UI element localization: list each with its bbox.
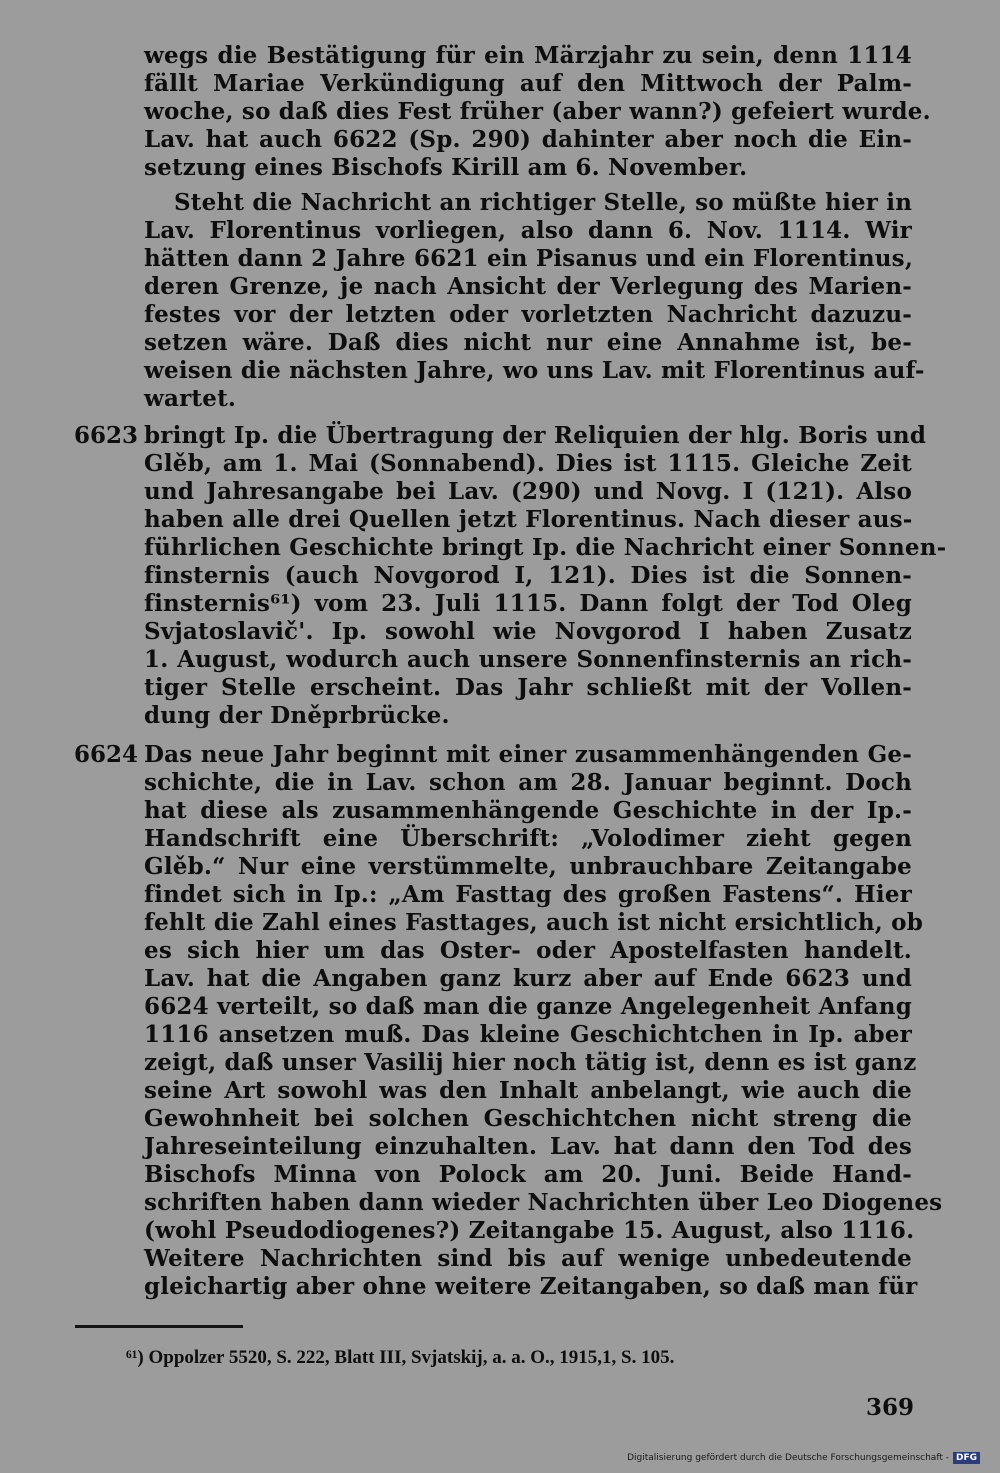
paragraph-6623 [144, 422, 947, 730]
text-line: Glěb.“ Nur eine verstümmelte, unbrauchbare Zeitangabe [144, 853, 912, 880]
text-line: setzung eines Bischofs Kirill am 6. November. [144, 154, 748, 181]
year-label-6623: 6623 [74, 422, 139, 449]
text-line: finsternis⁶¹) vom 23. Juli 1115. Dann folgt der Tod Oleg [144, 590, 912, 617]
text-line: 6624 verteilt, so daß man die ganze Angelegenheit Anfang [144, 993, 912, 1020]
text-line: und Jahresangabe bei Lav. (290) und Novg. I (121). Also [144, 478, 912, 505]
dfg-logo: DFG [953, 1452, 980, 1464]
paragraph-6624 [144, 741, 943, 1301]
text-line: Weitere Nachrichten sind bis auf wenige unbedeutende [144, 1245, 912, 1272]
year-label-6624: 6624 [74, 741, 139, 768]
text-line: wartet. [144, 385, 237, 412]
text-line: Handschrift eine Überschrift: „Volodimer zieht gegen [144, 825, 912, 852]
text-line: 1. August, wodurch auch unsere Sonnenfinsternis an rich- [144, 646, 912, 673]
text-line: (wohl Pseudodiogenes?) Zeitangabe 15. August, also 1116. [144, 1217, 915, 1244]
text-line: weisen die nächsten Jahre, wo uns Lav. mit Florentinus auf- [144, 357, 925, 384]
text-line: 1116 ansetzen muß. Das kleine Geschichtchen in Ip. aber [144, 1021, 912, 1048]
text-line: seine Art sowohl was den Inhalt anbelangt, wie auch die [144, 1077, 912, 1104]
text-line: dung der Dněprbrücke. [144, 702, 450, 729]
paragraph-2 [144, 189, 925, 413]
text-line: festes vor der letzten oder vorletzten Nachricht dazuzu- [144, 301, 912, 328]
text-line: deren Grenze, je nach Ansicht der Verlegung des Marien- [144, 273, 912, 300]
paragraph-1 [144, 42, 931, 182]
text-line: Das neue Jahr beginnt mit einer zusammenhängenden Ge- [144, 741, 912, 768]
text-line: Steht die Nachricht an richtiger Stelle, so müßte hier in [174, 189, 913, 216]
digitization-credit [627, 1452, 980, 1464]
text-line: zeigt, daß unser Vasilij hier noch tätig ist, denn es ist ganz [144, 1049, 917, 1076]
credit-text: Digitalisierung gefördert durch die Deutsche Forschungsgemeinschaft - [627, 1453, 949, 1463]
footnote: ⁶¹) Oppolzer 5520, S. 222, Blatt III, Svjatskij, a. a. O., 1915,1, S. 105. [126, 1347, 675, 1368]
text-line: gleichartig aber ohne weitere Zeitangaben, so daß man für [144, 1273, 918, 1300]
text-line: tiger Stelle erscheint. Das Jahr schließt mit der Vollen- [144, 674, 912, 701]
page-number: 369 [866, 1394, 915, 1421]
text-line: Jahreseinteilung einzuhalten. Lav. hat dann den Tod des [144, 1133, 912, 1160]
text-line: führlichen Geschichte bringt Ip. die Nachricht einer Sonnen- [144, 534, 947, 561]
text-line: fällt Mariae Verkündigung auf den Mittwoch der Palm- [144, 70, 912, 97]
text-line: es sich hier um das Oster- oder Apostelfasten handelt. [144, 937, 912, 964]
text-line: bringt Ip. die Übertragung der Reliquien der hlg. Boris und [144, 422, 927, 449]
text-line: Gewohnheit bei solchen Geschichtchen nicht streng die [144, 1105, 912, 1132]
text-line: schichte, die in Lav. schon am 28. Januar beginnt. Doch [144, 769, 912, 796]
text-line: Svjatoslavič'. Ip. sowohl wie Novgorod I haben Zusatz [144, 618, 912, 645]
text-line: setzen wäre. Daß dies nicht nur eine Annahme ist, be- [144, 329, 912, 356]
text-line: hätten dann 2 Jahre 6621 ein Pisanus und ein Florentinus, [144, 245, 914, 272]
text-line: hat diese als zusammenhängende Geschichte in der Ip.- [144, 797, 912, 824]
footnote-separator [75, 1325, 243, 1328]
text-line: Lav. hat auch 6622 (Sp. 290) dahinter aber noch die Ein- [144, 126, 912, 153]
text-line: schriften haben dann wieder Nachrichten über Leo Diogenes [144, 1189, 943, 1216]
text-line: wegs die Bestätigung für ein Märzjahr zu sein, denn 1114 [144, 42, 912, 69]
text-line: woche, so daß dies Fest früher (aber wann?) gefeiert wurde. [144, 98, 931, 125]
text-line: Glěb, am 1. Mai (Sonnabend). Dies ist 1115. Gleiche Zeit [144, 450, 912, 477]
text-line: Lav. hat die Angaben ganz kurz aber auf Ende 6623 und [144, 965, 912, 992]
text-line: fehlt die Zahl eines Fasttages, auch ist nicht ersichtlich, ob [144, 909, 923, 936]
text-line: finsternis (auch Novgorod I, 121). Dies ist die Sonnen- [144, 562, 912, 589]
text-line: haben alle drei Quellen jetzt Florentinus. Nach dieser aus- [144, 506, 913, 533]
text-line: Bischofs Minna von Polock am 20. Juni. Beide Hand- [144, 1161, 912, 1188]
text-line: Lav. Florentinus vorliegen, also dann 6. Nov. 1114. Wir [144, 217, 912, 244]
text-line: findet sich in Ip.: „Am Fasttag des großen Fastens“. Hier [144, 881, 912, 908]
